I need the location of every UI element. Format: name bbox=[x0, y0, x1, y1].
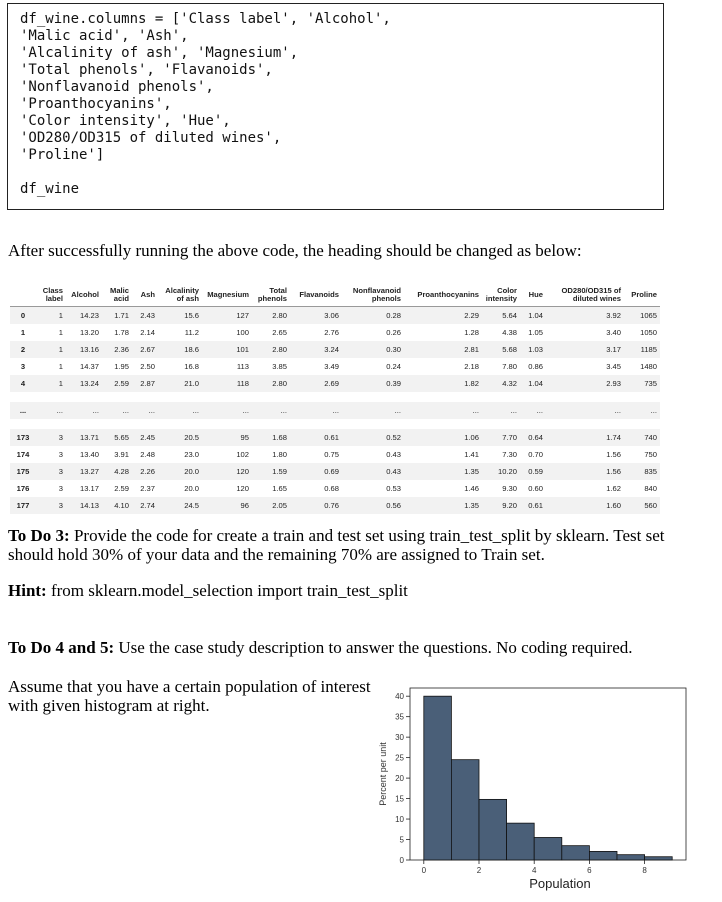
table-cell: 4.10 bbox=[102, 497, 132, 514]
code-line: df_wine bbox=[20, 181, 80, 197]
histogram-bar bbox=[589, 851, 617, 860]
table-cell: 0.56 bbox=[342, 497, 404, 514]
table-cell: 1480 bbox=[640, 362, 657, 371]
x-tick-label: 6 bbox=[587, 866, 592, 875]
table-row bbox=[10, 341, 660, 358]
table-cell: 120 bbox=[236, 484, 249, 493]
row-index: 174 bbox=[16, 450, 30, 459]
table-cell: 0.70 bbox=[528, 450, 543, 459]
y-tick-label: 5 bbox=[399, 835, 404, 845]
histogram-bar bbox=[507, 823, 535, 860]
table-cell: 13.27 bbox=[66, 463, 102, 480]
table-cell: 1.35 bbox=[404, 463, 482, 480]
table-cell: 1 bbox=[36, 307, 66, 325]
table-cell: 1.95 bbox=[114, 362, 129, 371]
table-cell: ... bbox=[132, 402, 158, 419]
table-cell: 0.86 bbox=[528, 362, 543, 371]
code-gap bbox=[20, 164, 663, 181]
table-cell: 95 bbox=[202, 429, 252, 446]
table-cell: 9.30 bbox=[502, 484, 517, 493]
table-row bbox=[10, 402, 660, 419]
table-cell: ... bbox=[546, 402, 624, 419]
table-cell: 835 bbox=[624, 463, 660, 480]
y-tick-label: 15 bbox=[395, 794, 404, 804]
table-cell: 21.0 bbox=[158, 375, 202, 392]
table-cell: 2.18 bbox=[464, 362, 479, 371]
dataframe-table bbox=[10, 284, 660, 514]
x-tick-label: 0 bbox=[421, 866, 427, 875]
row-index: 0 bbox=[10, 307, 36, 325]
table-cell: ... bbox=[36, 402, 66, 419]
column-header bbox=[10, 284, 36, 307]
row-index: 176 bbox=[16, 484, 30, 493]
column-header: Proline bbox=[631, 290, 657, 299]
x-tick-label: 8 bbox=[642, 866, 647, 875]
table-cell: 3.45 bbox=[606, 362, 621, 371]
table-cell: 2.80 bbox=[252, 307, 290, 325]
row-index: 175 bbox=[10, 463, 36, 480]
assume-block bbox=[8, 677, 371, 715]
table-cell: 0.52 bbox=[342, 429, 404, 446]
y-tick-label: 35 bbox=[395, 712, 404, 722]
table-cell: ... bbox=[624, 402, 660, 419]
y-tick-label: 20 bbox=[395, 774, 404, 784]
table-cell: 2.37 bbox=[140, 484, 155, 493]
todo3-line1 bbox=[8, 526, 664, 545]
table-cell: 2.87 bbox=[132, 375, 158, 392]
table-cell: 20.0 bbox=[184, 484, 199, 493]
table-cell: 1.62 bbox=[606, 484, 621, 493]
todo3-label: To Do 3: bbox=[8, 526, 70, 545]
table-cell: ... bbox=[342, 402, 404, 419]
table-cell: 1 bbox=[58, 362, 63, 371]
column-header: Magnesium bbox=[207, 290, 249, 299]
spacer-cell bbox=[10, 392, 660, 402]
table-cell: 11.2 bbox=[184, 328, 199, 337]
column-header: Flavanoids bbox=[299, 290, 339, 299]
table-cell: 3.92 bbox=[546, 307, 624, 325]
table-cell: 9.20 bbox=[482, 497, 520, 514]
table-cell: 2.36 bbox=[102, 341, 132, 358]
table-cell: 5.68 bbox=[482, 341, 520, 358]
table-cell: 3 bbox=[58, 484, 63, 493]
table-cell: 740 bbox=[624, 429, 660, 446]
table-cell: 1.82 bbox=[404, 375, 482, 392]
histogram-bar bbox=[451, 760, 479, 860]
intro-text: After successfully running the above code, the heading should be changed as below: bbox=[8, 241, 582, 260]
table-cell: 2.81 bbox=[404, 341, 482, 358]
table-cell: 1 bbox=[58, 328, 63, 337]
histogram-bar bbox=[645, 857, 673, 860]
table-cell: 735 bbox=[624, 375, 660, 392]
table-cell: 0.26 bbox=[386, 328, 401, 337]
table-cell: 13.20 bbox=[79, 328, 99, 337]
row-index: 1 bbox=[20, 328, 26, 337]
table-cell: 1.78 bbox=[114, 328, 129, 337]
table-cell: 2.45 bbox=[132, 429, 158, 446]
hint-label: Hint: bbox=[8, 581, 47, 600]
table-cell: 101 bbox=[202, 341, 252, 358]
y-tick-label: 25 bbox=[395, 753, 404, 763]
code-line: 'Proline'] bbox=[20, 147, 105, 163]
table-cell: 1.71 bbox=[102, 307, 132, 325]
table-cell: 102 bbox=[236, 450, 249, 459]
table-cell: 7.30 bbox=[502, 450, 517, 459]
table-cell: 1.74 bbox=[546, 429, 624, 446]
table-cell: 3 bbox=[36, 497, 66, 514]
column-header: Total phenols bbox=[257, 286, 287, 303]
table-cell: 1050 bbox=[640, 328, 657, 337]
histogram-bar bbox=[617, 855, 645, 860]
table-cell: ... bbox=[66, 402, 102, 419]
table-cell: 0.75 bbox=[324, 450, 339, 459]
table-cell: 1.04 bbox=[520, 375, 546, 392]
table-cell: 2.59 bbox=[114, 484, 129, 493]
table-cell: 1.65 bbox=[272, 484, 287, 493]
table-cell: 4.38 bbox=[502, 328, 517, 337]
column-header: Nonflavanoid phenols bbox=[352, 286, 401, 303]
table-cell: 2.93 bbox=[546, 375, 624, 392]
table-cell: 2.67 bbox=[132, 341, 158, 358]
table-cell: 3.24 bbox=[290, 341, 342, 358]
table-cell: 14.13 bbox=[66, 497, 102, 514]
table-cell: 3 bbox=[58, 450, 63, 459]
table-cell: 0.69 bbox=[290, 463, 342, 480]
table-cell: 2.80 bbox=[252, 341, 290, 358]
table-cell: 4.32 bbox=[482, 375, 520, 392]
table-cell: 13.40 bbox=[79, 450, 99, 459]
table-cell: 18.6 bbox=[158, 341, 202, 358]
table-cell: 1.35 bbox=[404, 497, 482, 514]
table-body bbox=[10, 307, 660, 515]
table-cell: 2.26 bbox=[132, 463, 158, 480]
column-header: OD280/OD315 of diluted wines bbox=[561, 286, 621, 303]
table-cell: ... bbox=[102, 402, 132, 419]
table-cell: 1.80 bbox=[272, 450, 287, 459]
table-row bbox=[10, 480, 660, 497]
histogram-bar bbox=[534, 837, 562, 860]
table-cell: 0.68 bbox=[324, 484, 339, 493]
code-cell bbox=[7, 3, 664, 210]
histogram-bar bbox=[562, 846, 590, 860]
table-header-row bbox=[10, 284, 660, 307]
table-row bbox=[10, 375, 660, 392]
table-cell: ... bbox=[404, 402, 482, 419]
table-cell: 0.30 bbox=[342, 341, 404, 358]
table-spacer bbox=[10, 392, 660, 402]
code-line: 'Nonflavanoid phenols', bbox=[20, 79, 214, 95]
table-cell: 3.85 bbox=[272, 362, 287, 371]
table-cell: 3.17 bbox=[546, 341, 624, 358]
table-cell: 1065 bbox=[624, 307, 660, 325]
table-cell: ... bbox=[252, 402, 290, 419]
table-cell: 15.6 bbox=[158, 307, 202, 325]
table-cell: ... bbox=[290, 402, 342, 419]
y-tick-label: 0 bbox=[399, 856, 404, 865]
todo45-text: Use the case study description to answer the questions. No coding required. bbox=[114, 638, 633, 657]
table-cell: 10.20 bbox=[482, 463, 520, 480]
table-cell: 1.68 bbox=[252, 429, 290, 446]
table-cell: 20.5 bbox=[158, 429, 202, 446]
table-row bbox=[10, 446, 660, 463]
table-cell: 1.28 bbox=[464, 328, 479, 337]
assume-line2: with given histogram at right. bbox=[8, 696, 210, 715]
population-histogram bbox=[374, 682, 694, 894]
table-cell: 2.69 bbox=[290, 375, 342, 392]
table-cell: 3.91 bbox=[114, 450, 129, 459]
todo45-label: To Do 4 and 5: bbox=[8, 638, 115, 657]
table-cell: 1.56 bbox=[546, 463, 624, 480]
x-tick-label: 2 bbox=[476, 866, 482, 875]
column-header: Alcohol bbox=[71, 290, 99, 299]
table-spacer bbox=[10, 419, 660, 429]
table-cell: 2.05 bbox=[252, 497, 290, 514]
table-cell: 2.76 bbox=[324, 328, 339, 337]
table-row bbox=[10, 307, 660, 325]
table-cell: 3.49 bbox=[324, 362, 339, 371]
row-index: 2 bbox=[10, 341, 36, 358]
code-line: 'OD280/OD315 of diluted wines', bbox=[20, 130, 282, 146]
table-row bbox=[10, 463, 660, 480]
row-index: ... bbox=[10, 402, 36, 419]
table-cell: 1.06 bbox=[404, 429, 482, 446]
table-cell: 560 bbox=[624, 497, 660, 514]
table-cell: 4.28 bbox=[102, 463, 132, 480]
table-row bbox=[10, 324, 660, 341]
table-row bbox=[10, 358, 660, 375]
table-cell: 0.76 bbox=[290, 497, 342, 514]
table-cell: 1 bbox=[36, 375, 66, 392]
code-line: 'Proanthocyanins', bbox=[20, 96, 172, 112]
table-cell: 13.24 bbox=[66, 375, 102, 392]
table-cell: ... bbox=[158, 402, 202, 419]
table-cell: 1.05 bbox=[528, 328, 543, 337]
code-line: 'Color intensity', 'Hue', bbox=[20, 113, 231, 129]
table-cell: 0.61 bbox=[520, 497, 546, 514]
todo3-line2: should hold 30% of your data and the remaining 70% are assigned to Train set. bbox=[8, 545, 545, 564]
table-cell: 100 bbox=[236, 328, 249, 337]
table-cell: ... bbox=[202, 402, 252, 419]
spacer-cell bbox=[10, 419, 660, 429]
table-cell: 2.65 bbox=[272, 328, 287, 337]
table-cell: 2.80 bbox=[252, 375, 290, 392]
row-index: 3 bbox=[20, 362, 26, 371]
table-cell: 0.60 bbox=[528, 484, 543, 493]
table-cell: 0.39 bbox=[342, 375, 404, 392]
table-cell: 840 bbox=[644, 484, 657, 493]
assume-line1: Assume that you have a certain population of interest bbox=[8, 677, 371, 696]
y-tick-label: 40 bbox=[395, 692, 404, 702]
table-cell: 1.46 bbox=[464, 484, 479, 493]
x-tick-label: 4 bbox=[531, 866, 537, 875]
table-cell: 3 bbox=[36, 463, 66, 480]
table-cell: 3.40 bbox=[606, 328, 621, 337]
table-cell: 13.16 bbox=[66, 341, 102, 358]
table-cell: 13.71 bbox=[66, 429, 102, 446]
row-index: 177 bbox=[10, 497, 36, 514]
table-cell: 14.37 bbox=[79, 362, 99, 371]
table-cell: 2.14 bbox=[140, 328, 155, 337]
table-cell: 14.23 bbox=[66, 307, 102, 325]
table-cell: 0.61 bbox=[290, 429, 342, 446]
column-header: Class label bbox=[42, 286, 63, 303]
table-cell: 0.43 bbox=[386, 450, 401, 459]
table-cell: 1185 bbox=[624, 341, 660, 358]
table-cell: 3 bbox=[36, 429, 66, 446]
table-cell: 7.80 bbox=[502, 362, 517, 371]
table-cell: 2.48 bbox=[140, 450, 155, 459]
table-cell: 2.50 bbox=[140, 362, 155, 371]
table-row bbox=[10, 429, 660, 446]
table-cell: 750 bbox=[644, 450, 657, 459]
histogram-bar bbox=[424, 696, 452, 860]
table-cell: 1.59 bbox=[252, 463, 290, 480]
table-cell: 20.0 bbox=[158, 463, 202, 480]
code-line: 'Total phenols', 'Flavanoids', bbox=[20, 62, 273, 78]
table-cell: 7.70 bbox=[482, 429, 520, 446]
todo45-line bbox=[8, 638, 633, 658]
row-index: 173 bbox=[10, 429, 36, 446]
table-cell: 120 bbox=[202, 463, 252, 480]
y-tick-label: 10 bbox=[395, 815, 404, 825]
y-axis-label: Percent per unit bbox=[378, 742, 388, 806]
table-cell: 13.17 bbox=[79, 484, 99, 493]
table-cell: 113 bbox=[236, 362, 249, 371]
column-header: Hue bbox=[528, 290, 543, 299]
table-cell: 2.74 bbox=[132, 497, 158, 514]
column-header: Malic acid bbox=[110, 286, 129, 303]
table-cell: 0.64 bbox=[520, 429, 546, 446]
code-line: df_wine.columns = ['Class label', 'Alcohol', bbox=[20, 11, 391, 27]
column-header: Color intensity bbox=[485, 286, 517, 303]
table-cell: 2.43 bbox=[132, 307, 158, 325]
table-cell: 2.59 bbox=[102, 375, 132, 392]
column-header: Ash bbox=[140, 290, 155, 299]
table-cell: ... bbox=[520, 402, 546, 419]
table-cell: 3.06 bbox=[290, 307, 342, 325]
table-cell: 0.59 bbox=[520, 463, 546, 480]
table-cell: ... bbox=[482, 402, 520, 419]
table-cell: 1.56 bbox=[606, 450, 621, 459]
todo3-block bbox=[8, 526, 664, 564]
hint-line bbox=[8, 581, 408, 601]
table-cell: 96 bbox=[202, 497, 252, 514]
table-cell: 5.65 bbox=[102, 429, 132, 446]
code-line: 'Malic acid', 'Ash', bbox=[20, 28, 189, 44]
table-cell: 0.43 bbox=[342, 463, 404, 480]
column-header: Proanthocyanins bbox=[417, 290, 479, 299]
table-cell: 127 bbox=[202, 307, 252, 325]
x-axis-label: Population bbox=[529, 876, 591, 891]
table-cell: 2.29 bbox=[404, 307, 482, 325]
table-cell: 1.04 bbox=[520, 307, 546, 325]
table-cell: 23.0 bbox=[184, 450, 199, 459]
y-tick-label: 30 bbox=[395, 733, 404, 743]
table-cell: 0.24 bbox=[386, 362, 401, 371]
table-cell: 1 bbox=[36, 341, 66, 358]
row-index: 4 bbox=[10, 375, 36, 392]
code-line: 'Alcalinity of ash', 'Magnesium', bbox=[20, 45, 299, 61]
histogram-bar bbox=[479, 799, 507, 860]
table-cell: 5.64 bbox=[482, 307, 520, 325]
table-cell: 24.5 bbox=[158, 497, 202, 514]
table-cell: 118 bbox=[202, 375, 252, 392]
table-row bbox=[10, 497, 660, 514]
column-header: Alcalinity of ash bbox=[165, 286, 199, 303]
hint-text: from sklearn.model_selection import train_test_split bbox=[46, 581, 408, 600]
table-cell: 1.60 bbox=[546, 497, 624, 514]
table-cell: 16.8 bbox=[184, 362, 199, 371]
table-cell: 1.03 bbox=[520, 341, 546, 358]
table-cell: 0.28 bbox=[342, 307, 404, 325]
table-cell: 0.53 bbox=[386, 484, 401, 493]
histogram-svg bbox=[374, 682, 694, 894]
table-cell: 1.41 bbox=[464, 450, 479, 459]
todo3-text: Provide the code for create a train and test set using train_test_split by sklearn. Test set bbox=[69, 526, 665, 545]
